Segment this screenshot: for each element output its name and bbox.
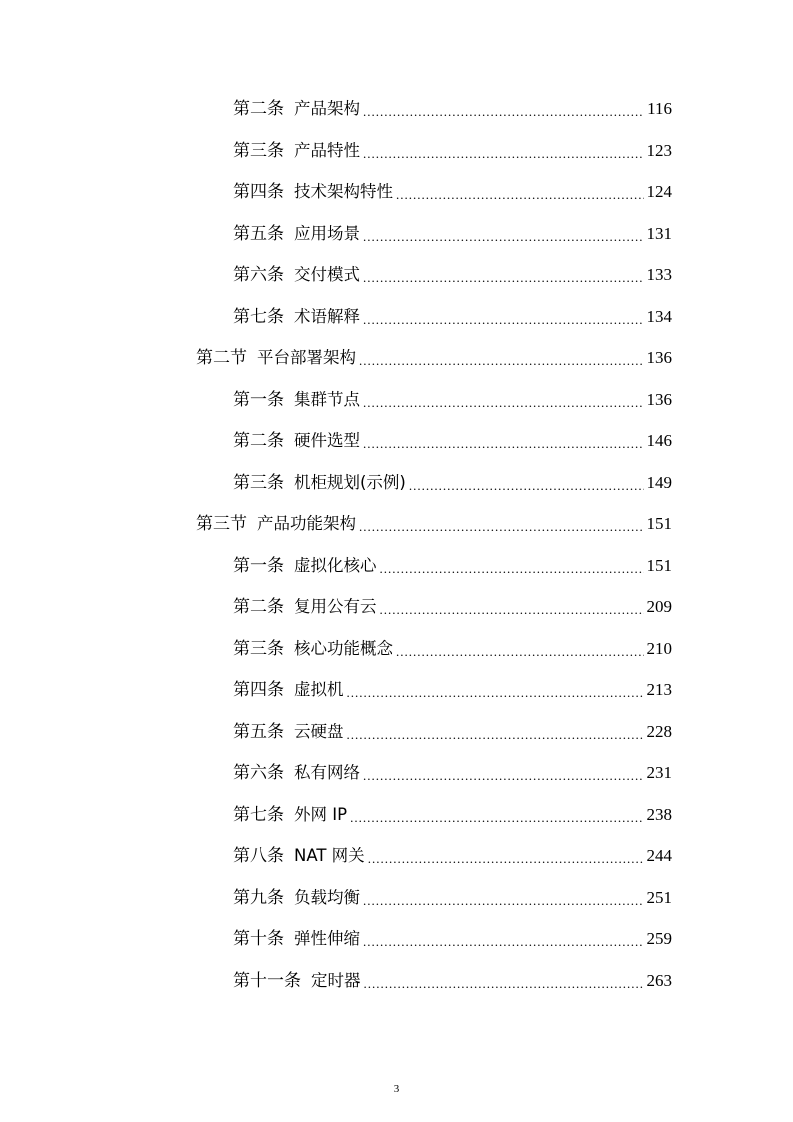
toc-entry-title: 虚拟化核心 [294, 555, 377, 575]
toc-entry-page: 123 [646, 140, 672, 160]
toc-entry-page: 209 [646, 597, 672, 616]
toc-entry-page: 124 [646, 182, 672, 201]
toc-dot-leader [347, 720, 644, 750]
toc-entry-page: 263 [646, 970, 672, 990]
toc-article-entry[interactable] [233, 800, 672, 830]
toc-entry-title: 复用公有云 [294, 597, 377, 616]
toc-entry-title: 术语解释 [294, 306, 360, 326]
toc-article-entry[interactable] [233, 136, 672, 166]
toc-article-entry[interactable] [233, 841, 672, 871]
toc-dot-leader [347, 678, 644, 708]
toc-entry-page: 136 [646, 348, 672, 367]
toc-entry-number: 第七条 [233, 306, 284, 327]
toc-article-entry[interactable] [233, 758, 672, 788]
toc-entry-page: 116 [647, 99, 672, 118]
toc-entry-page: 251 [646, 887, 672, 907]
toc-dot-leader [359, 346, 644, 376]
toc-entry-title: 应用场景 [294, 223, 360, 243]
toc-dot-leader [363, 139, 644, 169]
toc-dot-leader [363, 388, 644, 418]
toc-entry-number: 第十条 [233, 929, 284, 949]
toc-article-entry[interactable] [233, 426, 672, 456]
toc-section-entry[interactable] [196, 509, 672, 539]
toc-entry-number: 第二节 [196, 348, 247, 368]
toc-entry-number: 第五条 [233, 721, 284, 742]
toc-entry-page: 151 [646, 514, 672, 533]
toc-article-entry[interactable] [233, 717, 672, 747]
toc-entry-page: 151 [646, 555, 672, 575]
toc-entry-title: 集群节点 [294, 389, 360, 409]
toc-dot-leader [363, 761, 644, 791]
toc-dot-leader [359, 512, 644, 542]
toc-entry-title: 负载均衡 [294, 887, 360, 907]
toc-entry-page: 244 [646, 846, 672, 865]
toc-entry-number: 第二条 [233, 99, 284, 119]
toc-entry-page: 131 [646, 223, 672, 243]
toc-dot-leader [363, 222, 644, 252]
toc-article-entry[interactable] [233, 177, 672, 207]
toc-dot-leader [363, 97, 644, 127]
toc-article-entry[interactable] [233, 468, 672, 498]
toc-entry-title: 平台部署架构 [257, 348, 356, 367]
toc-article-entry[interactable] [233, 592, 672, 622]
toc-entry-title: 产品特性 [294, 140, 360, 160]
toc-entry-title: 产品功能架构 [257, 514, 356, 533]
toc-article-entry[interactable] [233, 966, 672, 996]
toc-article-entry[interactable] [233, 634, 672, 664]
toc-entry-page: 213 [646, 680, 672, 699]
toc-dot-leader [380, 554, 644, 584]
toc-entry-number: 第一条 [233, 389, 284, 410]
toc-article-entry[interactable] [233, 675, 672, 705]
toc-article-entry[interactable] [233, 883, 672, 913]
toc-dot-leader [364, 969, 644, 999]
toc-entry-page: 210 [646, 638, 672, 658]
toc-entry-title: 交付模式 [294, 265, 360, 284]
toc-article-entry[interactable] [233, 302, 672, 332]
toc-dot-leader [363, 429, 644, 459]
toc-entry-number: 第三条 [233, 638, 284, 659]
toc-entry-page: 136 [646, 389, 672, 409]
toc-entry-number: 第二条 [233, 431, 284, 451]
toc-entry-title: 产品架构 [294, 99, 360, 118]
toc-entry-number: 第六条 [233, 265, 284, 285]
toc-entry-number: 第三条 [233, 140, 284, 161]
toc-entry-number: 第二条 [233, 597, 284, 617]
page-number: 3 [393, 1083, 400, 1095]
toc-entry-title: 外网 IP [294, 804, 348, 824]
toc-dot-leader [409, 471, 644, 501]
toc-entry-number: 第三条 [233, 472, 284, 493]
toc-section-entry[interactable] [196, 343, 672, 373]
toc-entry-page: 228 [646, 721, 672, 741]
toc-entry-page: 134 [646, 306, 672, 326]
toc-entry-title: 私有网络 [294, 763, 360, 782]
toc-entry-title: 机柜规划(示例) [294, 472, 406, 492]
toc-article-entry[interactable] [233, 219, 672, 249]
toc-article-entry[interactable] [233, 924, 672, 954]
toc-article-entry[interactable] [233, 385, 672, 415]
toc-article-entry[interactable] [233, 94, 672, 124]
toc-entry-title: 弹性伸缩 [294, 929, 360, 948]
toc-entry-title: NAT 网关 [294, 846, 365, 865]
toc-entry-number: 第四条 [233, 182, 284, 202]
toc-entry-number: 第四条 [233, 680, 284, 700]
toc-article-entry[interactable] [233, 260, 672, 290]
toc-entry-page: 231 [646, 763, 672, 782]
toc-entry-title: 技术架构特性 [294, 182, 393, 201]
toc-entry-number: 第十一条 [233, 970, 301, 991]
toc-article-entry[interactable] [233, 551, 672, 581]
toc-entry-title: 虚拟机 [294, 680, 344, 699]
toc-entry-number: 第七条 [233, 804, 284, 825]
toc-dot-leader [363, 886, 644, 916]
toc-dot-leader [363, 927, 644, 957]
toc-dot-leader [380, 595, 644, 625]
toc-entry-number: 第六条 [233, 763, 284, 783]
toc-entry-page: 259 [646, 929, 672, 948]
toc-entry-title: 云硬盘 [294, 721, 344, 741]
toc-entry-title: 定时器 [311, 970, 361, 990]
toc-entry-number: 第九条 [233, 887, 284, 908]
toc-dot-leader [350, 803, 643, 833]
toc-dot-leader [396, 180, 644, 210]
toc-dot-leader [363, 263, 644, 293]
toc-entry-title: 硬件选型 [294, 431, 360, 450]
toc-dot-leader [368, 844, 644, 874]
toc-entry-title: 核心功能概念 [294, 638, 393, 658]
toc-dot-leader [363, 305, 644, 335]
toc-entry-page: 133 [646, 265, 672, 284]
toc-dot-leader [396, 637, 644, 667]
toc-entry-page: 238 [646, 804, 672, 824]
toc-entry-number: 第一条 [233, 555, 284, 576]
toc-entry-page: 146 [646, 431, 672, 450]
toc-entry-number: 第三节 [196, 514, 247, 534]
toc-entry-number: 第五条 [233, 223, 284, 244]
toc-entry-page: 149 [646, 472, 672, 492]
toc-entry-number: 第八条 [233, 846, 284, 866]
